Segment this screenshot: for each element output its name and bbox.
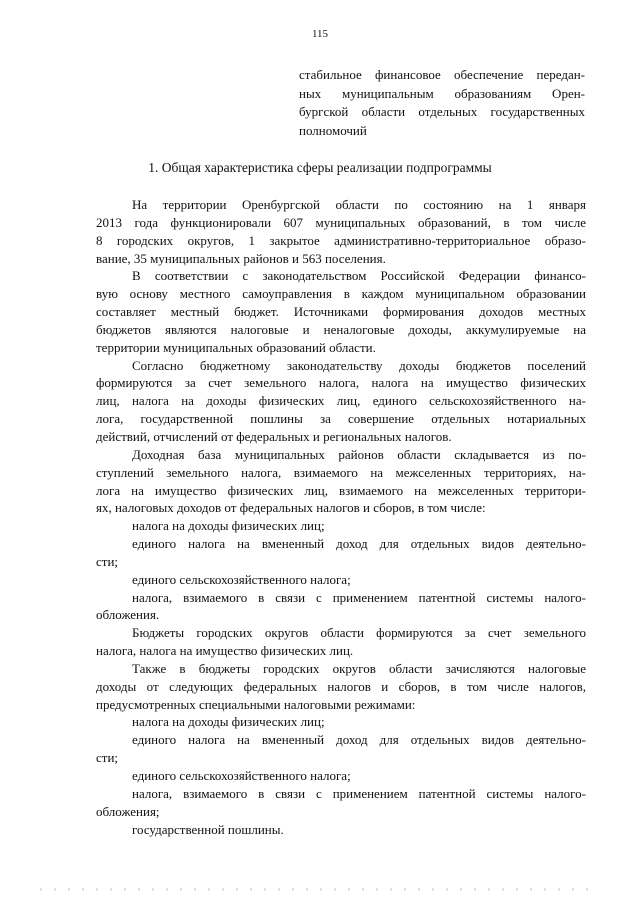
text-line: единого сельскохозяйственного налога; (132, 571, 351, 587)
text-line: вую основу местного самоуправления в каждом муниципальном образовании (96, 286, 586, 302)
text-line: доходы от следующих федеральных налогов и сборов, в том числе налогов, (96, 678, 586, 694)
text-line: 2013 года функционировали 607 муниципальных образований, в том числе (96, 214, 586, 230)
text-line: налога, налога на имущество физических лиц. (96, 643, 354, 659)
body-text (96, 196, 586, 838)
text-line: налога на доходы физических лиц; (132, 714, 325, 730)
text-line: налога, взимаемого в связи с применением патентной системы налого- (132, 589, 586, 605)
text-line: единого сельскохозяйственного налога; (132, 768, 351, 783)
text-line: сти; (96, 750, 119, 766)
section-title: 1. Общая характеристика сферы реализации подпрограммы (148, 160, 492, 175)
text-line: Доходная база муниципальных районов области складывается из по- (132, 446, 586, 462)
text-line: На территории Оренбургской области по состоянию на 1 января (132, 197, 586, 212)
text-line: предусмотренных специальными налоговыми режимами: (96, 696, 416, 712)
text-line: налога, взимаемого в связи с применением патентной системы налого- (132, 785, 586, 801)
text-line: лога на имущество физических лиц, взимаемого на межселенных территори- (96, 482, 586, 498)
text-line: Бюджеты городских округов области формируются за счет земельного (132, 625, 586, 641)
text-line: налога на доходы физических лиц; (132, 518, 325, 534)
header-line: бургской области отдельных государственных (299, 104, 585, 119)
text-line: обложения; (96, 803, 160, 819)
text-line: бюджетов являются налоговые и неналоговые доходы, аккумулируемые на (96, 321, 586, 337)
text-line: вание, 35 муниципальных районов и 563 поселения. (96, 250, 386, 266)
header-line: ных муниципальным образованиям Орен- (299, 85, 585, 101)
text-line: В соответствии с законодательством Российской Федерации финансо- (132, 268, 586, 284)
text-line: государственной пошлины. (132, 821, 284, 837)
text-line: территории муниципальных образований области. (96, 339, 376, 355)
text-line: 8 городских округов, 1 закрытое административно-территориальное образо- (96, 232, 586, 248)
text-line: формируются за счет земельного налога, налога на имущество физических (96, 375, 586, 391)
header-line: полномочий (299, 122, 367, 138)
scan-artifact (40, 888, 600, 891)
text-line: Также в бюджеты городских округов области зачисляются налоговые (132, 660, 586, 676)
text-line: ступлений земельного налога, взимаемого на межселенных территориях, на- (96, 464, 586, 480)
page-number: 115 (311, 28, 329, 40)
text-line: обложения. (96, 607, 160, 623)
header-block (299, 66, 585, 140)
header-line: стабильное финансовое обеспечение передан- (299, 67, 585, 82)
text-line: единого налога на вмененный доход для отдельных видов деятельно- (132, 732, 586, 748)
text-line: составляет местный бюджет. Источниками формирования доходов местных (96, 304, 586, 320)
text-line: Согласно бюджетному законодательству доходы бюджетов поселений (132, 357, 586, 373)
text-line: лиц, налога на доходы физических лиц, единого сельскохозяйственного на- (96, 393, 586, 409)
text-line: лога, государственной пошлины за совершение отдельных нотариальных (96, 411, 586, 427)
text-line: действий, отчислений от федеральных и региональных налогов. (96, 428, 452, 444)
text-line: единого налога на вмененный доход для отдельных видов деятельно- (132, 536, 586, 552)
text-line: сти; (96, 553, 119, 569)
text-line: ях, налоговых доходов от федеральных налогов и сборов, в том числе: (96, 500, 486, 516)
